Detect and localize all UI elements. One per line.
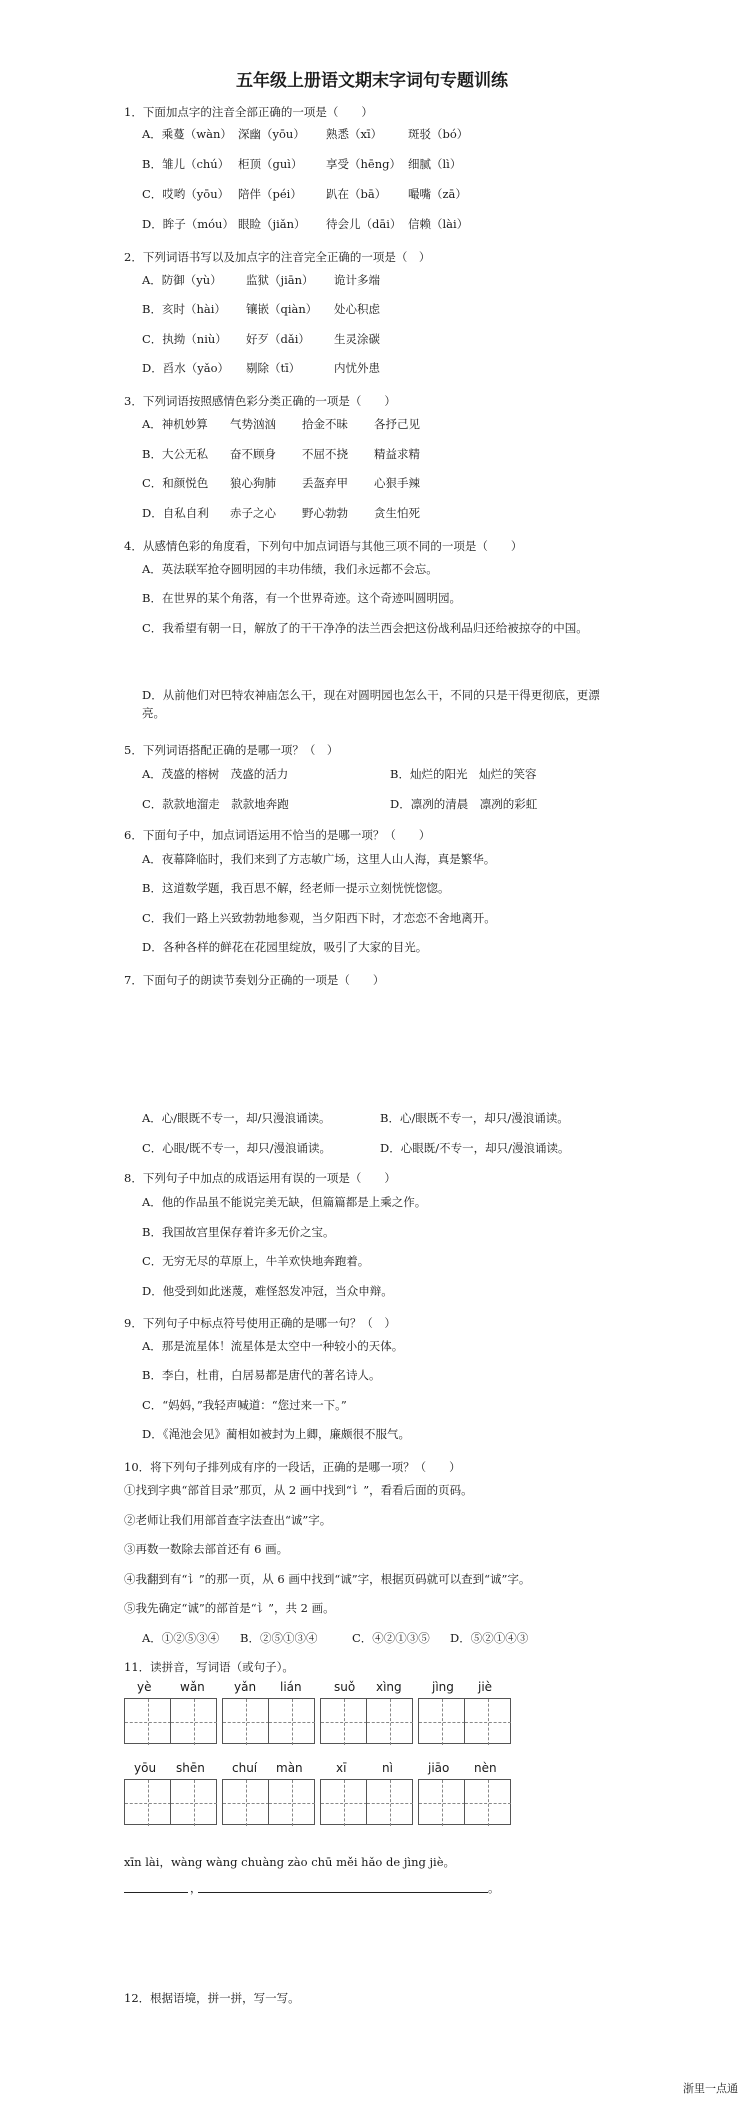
- q3-a-1: A．神机妙算: [142, 417, 208, 431]
- q11-answer-box-4[interactable]: [418, 1698, 511, 1744]
- q7-row-1: [142, 1110, 569, 1126]
- q10-choice-d: D．⑤②①④③: [450, 1631, 529, 1645]
- q1-option-d: [142, 216, 468, 232]
- q3-c-3: 丢盔弃甲: [302, 476, 348, 490]
- q7-stem: 7．下面句子的朗读节奏划分正确的一项是（ ）: [124, 973, 385, 987]
- q10-choices: [142, 1630, 528, 1646]
- q6-stem: 6．下面句子中，加点词语运用不恰当的是哪一项？（ ）: [124, 828, 431, 842]
- q4-option-c: C．我希望有朝一日，解放了的干干净净的法兰西会把这份战利品归还给被掠夺的中国。: [142, 621, 588, 635]
- q10-choice-a: A．①②⑤③④: [142, 1631, 220, 1645]
- q6-option-c: C．我们一路上兴致勃勃地参观，当夕阳西下时，才恋恋不舍地离开。: [142, 911, 496, 925]
- q11-pinyin-chui: chuí: [232, 1761, 258, 1775]
- q4-option-a: A．英法联军抢夺圆明园的丰功伟绩，我们永远都不会忘。: [142, 562, 438, 576]
- q11-pinyin-xi: xī: [336, 1761, 347, 1775]
- page-title: 五年级上册语文期末字词句专题训练: [236, 71, 508, 91]
- q1-b-3: 享受（hēng）: [326, 157, 401, 171]
- q3-d-2: 赤子之心: [230, 506, 276, 520]
- q3-a-2: 气势汹汹: [230, 417, 276, 431]
- q1-b-2: 柜顶（guì）: [238, 157, 303, 171]
- q11-pinyin-jie: jiè: [478, 1680, 493, 1694]
- q7-row-2: [142, 1140, 569, 1156]
- q11-pinyin-wan: wǎn: [180, 1680, 205, 1694]
- q2-d-2: 剔除（tī）: [246, 361, 301, 375]
- q11-pinyin-you: yōu: [134, 1761, 157, 1775]
- q7-option-a: A．心/眼既不专一，却/只漫浪诵读。: [142, 1111, 331, 1125]
- q5-option-c: C．款款地溜走 款款地奔跑: [142, 797, 289, 811]
- q2-c-2: 好歹（dǎi）: [246, 332, 310, 346]
- q5-row-2: [142, 796, 537, 812]
- q11-pinyin-suo: suǒ: [334, 1680, 356, 1694]
- q2-d-1: D．舀水（yǎo）: [142, 361, 229, 375]
- q1-d-4: 信赖（lài）: [408, 217, 469, 231]
- q7-option-c: C．心眼/既不专一，却只/漫浪诵读。: [142, 1141, 332, 1155]
- q1-b-4: 细腻（lì）: [408, 157, 462, 171]
- q11-pinyin-xing: xìng: [376, 1680, 402, 1694]
- q11-stem: 11．读拼音，写词语（或句子）。: [124, 1660, 294, 1674]
- q8-option-b: B．我国故宫里保存着许多无价之宝。: [142, 1225, 335, 1239]
- q1-option-c: [142, 186, 467, 202]
- q4-option-b: B．在世界的某个角落，有一个世界奇迹。这个奇迹叫圆明园。: [142, 591, 461, 605]
- q7-option-b: B．心/眼既不专一，却只/漫浪诵读。: [380, 1111, 569, 1125]
- q4-stem: 4．从感情色彩的角度看，下列句中加点词语与其他三项不同的一项是（ ）: [124, 539, 523, 553]
- q1-b-1: B．雏儿（chú）: [142, 157, 230, 171]
- q5-option-d: D．凛冽的清晨 凛冽的彩虹: [390, 797, 538, 811]
- q11-pinyin-lian: lián: [280, 1680, 302, 1694]
- q9-stem: 9．下列句子中标点符号使用正确的是哪一句？（ ）: [124, 1316, 396, 1330]
- q1-d-1: D．眸子（móu）: [142, 217, 234, 231]
- q11-sentence-blank-2[interactable]: [198, 1880, 488, 1893]
- q2-option-c: [142, 331, 380, 347]
- q3-c-4: 心狠手辣: [374, 476, 420, 490]
- q3-b-2: 奋不顾身: [230, 447, 276, 461]
- q5-stem: 5．下列词语搭配正确的是哪一项？（ ）: [124, 743, 339, 757]
- q11-sentence-blank-1[interactable]: [124, 1880, 188, 1893]
- q11-pinyin-shen: shēn: [176, 1761, 205, 1775]
- q11-pinyin-ye: yè: [137, 1680, 152, 1694]
- q11-pinyin-yan: yǎn: [234, 1680, 257, 1694]
- q11-answer-box-2[interactable]: [222, 1698, 315, 1744]
- q5-option-b: B．灿烂的阳光 灿烂的笑容: [390, 767, 537, 781]
- q3-c-2: 狼心狗肺: [230, 476, 276, 490]
- q2-option-a: [142, 272, 380, 288]
- q11-answer-box-7[interactable]: [320, 1779, 413, 1825]
- q1-option-a: [142, 126, 468, 142]
- q11-comma: ，: [190, 1881, 202, 1895]
- q3-c-1: C．和颜悦色: [142, 476, 209, 490]
- q10-choice-c: C．④②①③⑤: [352, 1631, 430, 1645]
- q8-option-a: A．他的作品虽不能说完美无缺，但篇篇都是上乘之作。: [142, 1195, 427, 1209]
- q11-answer-box-1[interactable]: [124, 1698, 217, 1744]
- q5-row-1: [142, 766, 536, 782]
- page-footer-brand: 浙里一点通: [683, 2082, 738, 2095]
- q2-c-1: C．执拗（niù）: [142, 332, 227, 346]
- q3-d-3: 野心勃勃: [302, 506, 348, 520]
- q3-d-1: D．自私自利: [142, 506, 209, 520]
- q10-sentence-1: ①找到字典“部首目录”那页，从 2 画中找到“讠”，看看后面的页码。: [124, 1483, 473, 1497]
- q1-a-3: 熟悉（xī）: [326, 127, 383, 141]
- q2-a-1: A．防御（yù）: [142, 273, 222, 287]
- q3-d-4: 贪生怕死: [374, 506, 420, 520]
- q8-stem: 8．下列句子中加点的成语运用有误的一项是（ ）: [124, 1171, 396, 1185]
- q9-option-a: A．那是流星体！流星体是太空中一种较小的天体。: [142, 1339, 404, 1353]
- q3-option-c: [142, 475, 420, 491]
- q3-option-d: [142, 505, 420, 521]
- q2-d-3: 内忧外患: [334, 361, 380, 375]
- q3-option-b: [142, 446, 420, 462]
- q9-option-c: C．“妈妈，”我轻声喊道：“您过来一下。”: [142, 1398, 347, 1412]
- q12-stem: 12．根据语境，拼一拼，写一写。: [124, 1991, 300, 2005]
- q11-sentence-pinyin: xīn lài，wàng wàng chuàng zào chū měi hǎo de jìng jiè。: [124, 1855, 456, 1869]
- q1-c-4: 嘬嘴（zā）: [408, 187, 467, 201]
- q2-b-2: 镶嵌（qiàn）: [246, 302, 318, 316]
- q5-option-a: A．茂盛的榕树 茂盛的活力: [142, 767, 289, 781]
- q7-option-d: D．心眼既/不专一，却只/漫浪诵读。: [380, 1141, 570, 1155]
- q9-option-d: D．《渑池会见》蔺相如被封为上卿，廉颇很不服气。: [142, 1427, 410, 1441]
- q1-a-1: A．乘蔓（wàn）: [142, 127, 232, 141]
- q11-pinyin-jing: jìng: [432, 1680, 454, 1694]
- q11-answer-box-8[interactable]: [418, 1779, 511, 1825]
- q1-option-b: [142, 156, 461, 172]
- q8-option-c: C．无穷无尽的草原上，牛羊欢快地奔跑着。: [142, 1254, 370, 1268]
- q10-choice-b: B．②⑤①③④: [240, 1631, 318, 1645]
- q8-option-d: D．他受到如此迷蔑，难怪怒发冲冠，当众申辩。: [142, 1284, 393, 1298]
- q3-option-a: [142, 416, 420, 432]
- q11-period: 。: [488, 1881, 500, 1895]
- q10-sentence-4: ④我翻到有“讠”的那一页，从 6 画中找到“诚”字，根据页码就可以查到“诚”字。: [124, 1572, 531, 1586]
- q6-option-a: A．夜幕降临时，我们来到了方志敏广场，这里人山人海，真是繁华。: [142, 852, 496, 866]
- q11-answer-box-5[interactable]: [124, 1779, 217, 1825]
- q11-pinyin-ni: nì: [382, 1761, 393, 1775]
- q11-pinyin-man: màn: [276, 1761, 303, 1775]
- q4-option-d: D．从前他们对巴特农神庙怎么干，现在对圆明园也怎么干，不同的只是干得更彻底，更漂亮。: [142, 688, 600, 720]
- q1-d-2: 眼睑（jiǎn）: [238, 217, 306, 231]
- q11-answer-box-6[interactable]: [222, 1779, 315, 1825]
- q11-pinyin-jiao: jiāo: [428, 1761, 450, 1775]
- q6-option-b: B．这道数学题，我百思不解，经老师一提示立刻恍恍惚惚。: [142, 881, 450, 895]
- q10-sentence-5: ⑤我先确定“诚”的部首是“讠”，共 2 画。: [124, 1601, 335, 1615]
- q1-a-4: 斑驳（bó）: [408, 127, 469, 141]
- q2-stem: 2．下列词语书写以及加点字的注音完全正确的一项是（ ）: [124, 250, 431, 264]
- q2-b-3: 处心积虑: [334, 302, 380, 316]
- q1-stem: 1．下面加点字的注音全部正确的一项是（ ）: [124, 105, 373, 119]
- q11-pinyin-nen: nèn: [474, 1761, 497, 1775]
- q1-d-3: 待会儿（dāi）: [326, 217, 402, 231]
- q2-a-2: 监狱（jiān）: [246, 273, 314, 287]
- q11-answer-box-3[interactable]: [320, 1698, 413, 1744]
- q2-option-b: [142, 301, 380, 317]
- q2-c-3: 生灵涂碳: [334, 332, 380, 346]
- q2-a-3: 诡计多端: [334, 273, 380, 287]
- q3-a-3: 拾金不昧: [302, 417, 348, 431]
- q3-b-4: 精益求精: [374, 447, 420, 461]
- q3-a-4: 各抒己见: [374, 417, 420, 431]
- q9-option-b: B．李白，杜甫，白居易都是唐代的著名诗人。: [142, 1368, 381, 1382]
- q10-sentence-2: ②老师让我们用部首查字法查出“诚”字。: [124, 1513, 332, 1527]
- q2-b-1: B．亥时（hài）: [142, 302, 226, 316]
- q10-sentence-3: ③再数一数除去部首还有 6 画。: [124, 1542, 289, 1556]
- q1-c-2: 陪伴（péi）: [238, 187, 302, 201]
- q3-b-3: 不屈不挠: [302, 447, 348, 461]
- q1-c-1: C．哎哟（yōu）: [142, 187, 230, 201]
- q3-b-1: B．大公无私: [142, 447, 208, 461]
- q6-option-d: D．各种各样的鲜花在花园里绽放，吸引了大家的目光。: [142, 940, 428, 954]
- q2-option-d: [142, 360, 380, 376]
- q10-stem: 10．将下列句子排列成有序的一段话，正确的是哪一项？（ ）: [124, 1460, 461, 1474]
- q3-stem: 3．下列词语按照感情色彩分类正确的一项是（ ）: [124, 394, 396, 408]
- q1-c-3: 趴在（bā）: [326, 187, 387, 201]
- q1-a-2: 深幽（yōu）: [238, 127, 305, 141]
